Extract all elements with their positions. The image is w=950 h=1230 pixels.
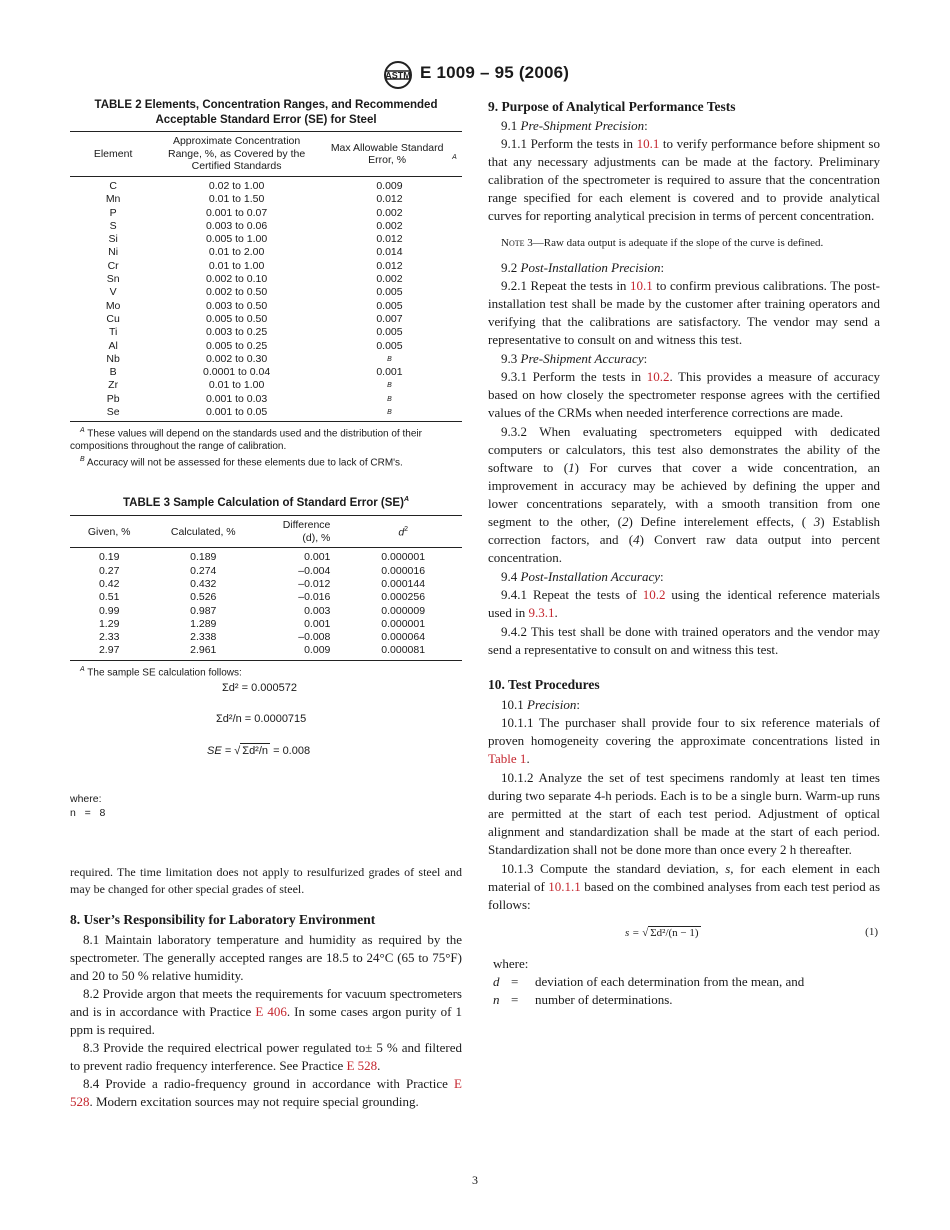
link-10-1-b[interactable]: 10.1: [630, 278, 653, 293]
equation-1-radicand: Σd²/(n − 1): [650, 927, 699, 939]
table3-cell-given: 2.97: [98, 644, 120, 657]
paragraph-9-3-title: Pre-Shipment Accuracy: [520, 351, 644, 366]
table2-row: [70, 286, 462, 299]
table2-row: [70, 326, 462, 339]
definition-n-symbol: n: [493, 992, 500, 1007]
paragraph-8-3: [70, 1039, 462, 1075]
paragraph-9-3-2-item-1: 1: [568, 460, 575, 475]
paragraph-10-1-3: [488, 860, 880, 914]
equation-1-where: where:: [493, 956, 529, 971]
table2-cell-se: 0.002: [376, 219, 403, 232]
equation-1-number: (1): [865, 926, 878, 938]
table3-header-difference: [258, 516, 344, 548]
link-9-3-1[interactable]: 9.3.1: [528, 605, 555, 620]
definition-d-equals: =: [511, 974, 519, 989]
astm-logo-icon: [381, 60, 415, 90]
table3-body: [70, 548, 462, 658]
table3-cell-difference: 0.003: [304, 604, 331, 617]
page-header: [0, 60, 950, 90]
paragraph-9-4: 9.4 Post-Installation Accuracy:: [501, 569, 664, 584]
table3-row: [70, 591, 462, 604]
table3-header-d2-symbol: d: [398, 526, 405, 539]
table2-cell-se: B: [387, 382, 392, 390]
table2-cell-range: 0.005 to 0.50: [205, 312, 268, 325]
table3-formula-se: SE = √ Σd²/n = 0.008: [207, 744, 311, 757]
paragraph-9-3-1-text-b: . This provides a measure of accuracy based on how closely the spectrometer response agrees with the certified values of the CRMs when needed interference corrections are made.: [488, 369, 880, 420]
paragraph-8-2-text-b: . In some cases argon purity of 1 ppm is required.: [70, 1004, 462, 1037]
table2-cell-range: 0.001 to 0.03: [205, 392, 268, 405]
table2-caption-line1: TABLE 2 Elements, Concentration Ranges, and Recommended: [94, 99, 438, 111]
link-e406[interactable]: E 406: [255, 1004, 287, 1019]
paragraph-9-3-number: 9.3: [501, 351, 521, 366]
svg-text:ASTM: ASTM: [385, 70, 411, 81]
table2-cell-range: 0.002 to 0.30: [205, 352, 268, 365]
paragraph-8-1: 8.1 Maintain laboratory temperature and humidity as required by the spectrometer. The generally accepted ranges are 18.5 to 24°C (65 to 75°F) and 20 to 50 % relative humidity.: [70, 932, 462, 983]
continuation-paragraph: required. The time limitation does not apply to resulfurized grades of steel and may be changed for other special grades of steel.: [70, 865, 462, 896]
table2-cell-range: 0.001 to 0.05: [205, 406, 268, 419]
paragraph-9-4-number: 9.4: [501, 569, 521, 584]
paragraph-9-2-1: [488, 277, 880, 349]
table2-cell-se: 0.002: [376, 206, 403, 219]
table2-cell-element: C: [109, 180, 117, 192]
table3-cell-given: 0.19: [98, 551, 120, 564]
table2-caption: [70, 98, 462, 128]
paragraph-10-1-number: 10.1: [501, 697, 527, 712]
paragraph-9-2-title: Post-Installation Precision: [520, 260, 661, 275]
table2-cell-se: 0.005: [376, 326, 403, 339]
table2-cell-element: S: [109, 219, 117, 232]
table3-formula-se-rhs: = 0.008: [270, 744, 311, 757]
paragraph-10-1-1-text-a: 10.1.1 The purchaser shall provide four to six reference materials of proven homogeneity covering the approximate concentrations listed in: [488, 715, 880, 748]
table3-cell-calculated: 2.338: [190, 631, 217, 644]
section-10-title: 10. Test Procedures: [488, 677, 600, 692]
table3-cell-given: 0.99: [98, 604, 120, 617]
table2-cell-se: 0.007: [376, 312, 403, 325]
table3-header-d2: [344, 516, 462, 548]
table3-row: [70, 618, 462, 631]
table3-formula-se-radicand: Σd²/n: [242, 744, 269, 757]
table3-row: [70, 578, 462, 591]
table3-cell-difference: 0.009: [304, 644, 331, 657]
paragraph-10-1-2: 10.1.2 Analyze the set of test specimens randomly at least ten times during two separate 4-h periods. Each is to be a single burn. Warm-up runs are permitted at the start of each test period. Adjustment of optical alignment and standardization shall be made at the start of each period. Standardization shall not be done more than once every 2 h thereafter.: [488, 770, 880, 857]
paragraph-10-1-3-text-b: , for each element in each material of: [488, 861, 880, 894]
table3-cell-given: 2.33: [98, 631, 120, 644]
equation-1-body: s = √ Σd²/(n − 1): [625, 927, 699, 939]
paragraph-9-4-1: [488, 586, 880, 622]
document-designation: E 1009 – 95 (2006): [420, 63, 570, 82]
paragraph-9-3-2-item-2: 2: [622, 514, 629, 529]
table2-header-range-text: Approximate Concentration Range, %, as Covered by the Certified Standards: [168, 135, 306, 173]
table3-cell-d2: 0.000144: [381, 577, 426, 590]
table2-cell-element: Nb: [106, 352, 120, 365]
table2-row: [70, 366, 462, 379]
link-10-1-a[interactable]: 10.1: [636, 136, 660, 151]
table3-cell-calculated: 2.961: [190, 644, 217, 657]
table2-cell-range: 0.0001 to 0.04: [203, 366, 271, 379]
table3-where: where:: [70, 792, 102, 805]
table3-cell-difference: 0.001: [304, 617, 331, 630]
table3-cell-d2: 0.000016: [381, 564, 426, 577]
paragraph-9-4-2: 9.4.2 This test shall be done with trained operators and the vendor may send a representative to consult on and witness this test.: [488, 624, 880, 657]
paragraph-9-2-1-text-a: 9.2.1 Repeat the tests in: [501, 278, 630, 293]
link-table-1[interactable]: Table 1: [488, 751, 527, 766]
table2-cell-element: B: [109, 366, 117, 379]
table2-row: [70, 260, 462, 273]
table3-row: [70, 565, 462, 578]
table2-row: [70, 300, 462, 313]
table2-row: [70, 246, 462, 259]
equation-1-lhs: s =: [625, 927, 643, 939]
table3-cell-d2: 0.000001: [381, 617, 426, 630]
table3-header-difference-line2: [260, 532, 330, 545]
table3-formula-mean-d2: Σd²/n = 0.0000715: [216, 712, 307, 725]
table2-cell-element: Si: [108, 233, 118, 246]
table3-cell-calculated: 1.289: [190, 617, 217, 630]
paragraph-9-3-2-item-3: 3: [813, 514, 821, 529]
table3-footnote-mark: A: [80, 665, 85, 673]
paragraph-10-1-3-text-a: 10.1.3 Compute the standard deviation,: [501, 861, 726, 876]
table3-caption-text: TABLE 3 Sample Calculation of Standard Error (SE): [122, 496, 404, 509]
table2-header-element: Element: [93, 147, 133, 160]
paragraph-9-1-1: [488, 135, 880, 225]
table2-cell-element: Al: [108, 339, 118, 352]
table3-n-definition: n = 8: [70, 807, 106, 820]
table2-cell-se: 0.009: [376, 180, 403, 192]
table2-footnote-a-text: These values will depend on the standards used and the distribution of their compositions throughout the range of calibration.: [70, 428, 422, 453]
table2-cell-se: B: [387, 355, 392, 363]
section-9-title: 9. Purpose of Analytical Performance Tests: [488, 99, 736, 114]
definition-n-equals: =: [511, 992, 519, 1007]
link-10-2-a[interactable]: 10.2: [646, 369, 670, 384]
table2-cell-se: 0.014: [376, 246, 403, 259]
table2-header-se-sup: A: [452, 153, 457, 161]
paragraph-8-3-text-b: .: [377, 1058, 381, 1073]
table3-header-d2-sup: 2: [404, 526, 409, 534]
table3-header-calculated: Calculated, %: [170, 525, 236, 538]
table2-cell-se: 0.005: [376, 339, 403, 352]
table3-caption-sup: A: [403, 495, 409, 503]
table2-cell-element: Se: [106, 406, 120, 419]
table2-row: [70, 353, 462, 366]
table3-cell-given: 0.42: [98, 577, 120, 590]
table2-cell-range: 0.003 to 0.06: [205, 219, 268, 232]
table2-row: [70, 340, 462, 353]
table2-row: [70, 379, 462, 392]
table2-cell-element: Zr: [108, 379, 119, 392]
table2-row: [70, 406, 462, 419]
table2-cell-element: P: [109, 206, 117, 219]
paragraph-9-3-1: [488, 368, 880, 422]
table2-cell-range: 0.002 to 0.50: [205, 286, 268, 299]
table3-cell-calculated: 0.432: [190, 577, 217, 590]
table3-row: [70, 631, 462, 644]
paragraph-9-2: 9.2 Post-Installation Precision:: [501, 260, 665, 275]
paragraph-9-1-number: 9.1: [501, 118, 521, 133]
table2-cell-se: 0.012: [376, 259, 403, 272]
link-10-1-1[interactable]: 10.1.1: [548, 879, 581, 894]
table2: [70, 131, 462, 419]
table3-cell-difference: –0.016: [298, 591, 331, 604]
paragraph-10-1-3-text-c: based on the combined analyses from each test period as follows:: [488, 879, 880, 912]
table2-cell-element: Mn: [105, 193, 121, 206]
table2-cell-element: Ti: [108, 326, 118, 339]
paragraph-9-3-2-text-b: ) For curves that cover a wide concentration, an improvement in accuracy may be achieved by defining the upper and lower concentrations separately, with a smooth transition from one segment to the other, (: [488, 460, 880, 529]
paragraph-8-4: [70, 1075, 462, 1111]
paragraph-9-3-1-text-a: 9.3.1 Perform the tests in: [501, 369, 647, 384]
paragraph-10-1-1: [488, 714, 880, 768]
table3-formula-se-lhs: SE =: [207, 744, 235, 757]
table3-cell-given: 1.29: [98, 617, 120, 630]
paragraph-10-1-3-symbol-s: s: [725, 861, 731, 876]
table3-formula-sum-d2: Σd² = 0.000572: [222, 681, 297, 694]
table2-cell-range: 0.005 to 0.25: [205, 339, 268, 352]
paragraph-9-4-1-text-b: using the identical reference materials used in: [488, 587, 880, 620]
table3-cell-d2: 0.000064: [381, 631, 426, 644]
table2-footnote-a: [70, 425, 462, 453]
table3-cell-difference: 0.001: [304, 551, 331, 564]
section-8-title: 8. User’s Responsibility for Laboratory Environment: [70, 912, 376, 927]
table2-cell-element: Cu: [106, 312, 120, 325]
table3-cell-calculated: 0.526: [190, 591, 217, 604]
table2-row: [70, 233, 462, 246]
table2-cell-se: 0.005: [376, 286, 403, 299]
note-3: [488, 235, 880, 251]
table3-cell-difference: –0.008: [298, 631, 331, 644]
paragraph-9-1-1-text-b: to verify performance before shipment so that any necessary adjustments can be made at the factory. Preliminary calibration of the spectrometer is required to assure that the concentration range specified for each element is covered and to provide analytical curves for reporting analytical precision in terms of percent concentration.: [488, 136, 880, 223]
paragraph-9-3-2-text-a: 9.3.2 When evaluating spectrometers equipped with dedicated computers or calculators, this test also demonstrates the ability of the software to (: [488, 424, 880, 475]
table3-footnote: [70, 664, 462, 680]
table2-cell-se: B: [387, 409, 392, 417]
paragraph-9-1-title: Pre-Shipment Precision: [520, 118, 645, 133]
definition-d: [493, 973, 880, 991]
table2-cell-range: 0.002 to 0.10: [205, 273, 268, 286]
table2-footnote-b-mark: B: [80, 455, 85, 463]
paragraph-9-4-1-text-c: .: [554, 605, 558, 620]
equation-1: [488, 920, 880, 950]
table3-header-given: Given, %: [87, 525, 131, 538]
table2-header-se-text: Max Allowable Standard Error, %: [330, 141, 444, 166]
table2-row: [70, 313, 462, 326]
table2-cell-range: 0.02 to 1.00: [208, 180, 265, 192]
table3-cell-d2: 0.000001: [381, 551, 426, 564]
left-column: [70, 98, 462, 1158]
table3-cell-calculated: 0.987: [190, 604, 217, 617]
paragraph-9-3-2-text-d: ) Establish correction factors, and (: [488, 514, 880, 547]
paragraph-9-2-1-text-b: to confirm previous calibrations. The post-installation test shall be made by the customer after training operators and verifying that the calibrations are satisfactory. The vendor may send a representative to consult on and witness this test.: [488, 278, 881, 347]
paragraph-9-3-2-text-c: ) Define interelement effects, (: [628, 514, 814, 529]
table2-cell-se: B: [387, 395, 392, 403]
paragraph-10-1: 10.1 Precision:: [501, 697, 580, 712]
table2-cell-se: 0.012: [376, 233, 403, 246]
table2-row: [70, 273, 462, 286]
table3-row: [70, 644, 462, 657]
table2-cell-range: 0.003 to 0.50: [205, 299, 268, 312]
paragraph-9-4-title: Post-Installation Accuracy: [520, 569, 660, 584]
paragraph-9-2-number: 9.2: [501, 260, 521, 275]
paragraph-9-3-2-text-e: ) Convert raw data output into percent concentration.: [488, 532, 880, 565]
table2-row: [70, 220, 462, 233]
table2-row: [70, 393, 462, 406]
table3: [70, 515, 462, 657]
note-3-text: 3—Raw data output is adequate if the slope of the curve is defined.: [524, 237, 824, 249]
table2-body: [70, 177, 462, 420]
paragraph-8-4-text-a: 8.4 Provide a radio-frequency ground in accordance with Practice: [83, 1076, 455, 1091]
link-10-2-b[interactable]: 10.2: [642, 587, 666, 602]
definition-n-text: number of determinations.: [535, 992, 673, 1007]
table3-cell-d2: 0.000256: [381, 591, 426, 604]
table2-header-se: [317, 132, 462, 177]
paragraph-9-1: 9.1 Pre-Shipment Precision:: [501, 118, 648, 133]
table2-cell-range: 0.01 to 2.00: [208, 246, 265, 259]
right-column: [488, 98, 880, 1158]
paragraph-9-1-1-text-a: 9.1.1 Perform the tests in: [501, 136, 637, 151]
table2-cell-element: Mo: [105, 299, 121, 312]
table3-cell-difference: –0.012: [298, 577, 331, 590]
table2-cell-se: 0.012: [376, 193, 403, 206]
link-e528-a[interactable]: E 528: [346, 1058, 378, 1073]
definition-d-symbol: d: [493, 974, 500, 989]
paragraph-9-3-2-item-4: 4: [633, 532, 640, 547]
table3-caption: [70, 492, 462, 511]
table2-footnote-a-mark: A: [80, 427, 85, 435]
table2-cell-range: 0.01 to 1.00: [208, 259, 265, 272]
paragraph-8-2-text-a: 8.2 Provide argon that meets the requirements for vacuum spectrometers and is in accordance with Practice: [70, 986, 462, 1019]
paragraph-9-3-2: [488, 423, 880, 567]
table2-cell-range: 0.01 to 1.50: [208, 193, 265, 206]
paragraph-10-1-title: Precision: [527, 697, 577, 712]
table2-cell-element: Sn: [106, 273, 120, 286]
definition-n: [493, 991, 880, 1009]
paragraph-8-4-text-b: . Modern excitation sources may not require special grounding.: [89, 1094, 419, 1109]
table3-cell-d2: 0.000081: [381, 644, 426, 657]
table2-cell-se: 0.002: [376, 273, 403, 286]
table2-cell-range: 0.003 to 0.25: [205, 326, 268, 339]
table2-cell-se: 0.005: [376, 299, 403, 312]
table3-cell-calculated: 0.274: [190, 564, 217, 577]
table2-header-range: [156, 132, 317, 177]
table3-header-difference-line1: Difference: [282, 519, 331, 532]
note-3-label: Note: [501, 237, 525, 249]
table2-cell-range: 0.001 to 0.07: [205, 206, 268, 219]
table3-cell-given: 0.51: [98, 591, 120, 604]
table2-cell-range: 0.01 to 1.00: [208, 379, 265, 392]
paragraph-9-3: 9.3 Pre-Shipment Accuracy:: [501, 351, 648, 366]
table3-header-difference-unit: (d), %: [302, 531, 331, 544]
table3-row: [70, 548, 462, 565]
table3-row: [70, 605, 462, 618]
table2-cell-element: Ni: [108, 246, 119, 259]
table2-footnote-b-text: Accuracy will not be assessed for these elements due to lack of CRM's.: [84, 457, 403, 468]
page-number: 3: [472, 1173, 478, 1187]
table2-cell-se: 0.001: [376, 366, 403, 379]
table3-cell-difference: –0.004: [298, 564, 331, 577]
link-e528-b[interactable]: E 528: [70, 1076, 462, 1109]
table2-cell-range: 0.005 to 1.00: [205, 233, 268, 246]
table3-cell-calculated: 0.189: [190, 551, 217, 564]
left-body-text: [70, 864, 462, 1111]
table2-row: [70, 193, 462, 206]
table3-footnote-text: The sample SE calculation follows:: [84, 667, 242, 679]
paragraph-10-1-1-text-b: .: [526, 751, 530, 766]
table2-row: [70, 177, 462, 194]
table2-row: [70, 207, 462, 220]
paragraph-8-2: [70, 985, 462, 1039]
table2-cell-element: Cr: [107, 259, 119, 272]
table2-caption-line2: Acceptable Standard Error (SE) for Steel: [155, 114, 377, 126]
paragraph-8-3-text-a: 8.3 Provide the required electrical power regulated to± 5 % and filtered to prevent radio frequency interference. See Practice: [70, 1040, 462, 1073]
table2-cell-element: V: [109, 286, 117, 299]
table3-cell-d2: 0.000009: [381, 604, 426, 617]
paragraph-9-4-1-text-a: 9.4.1 Repeat the tests of: [501, 587, 643, 602]
table3-cell-given: 0.27: [98, 564, 120, 577]
table2-footnote-b: [70, 454, 462, 470]
table2-cell-element: Pb: [106, 392, 120, 405]
definition-d-text: deviation of each determination from the mean, and: [535, 974, 805, 989]
